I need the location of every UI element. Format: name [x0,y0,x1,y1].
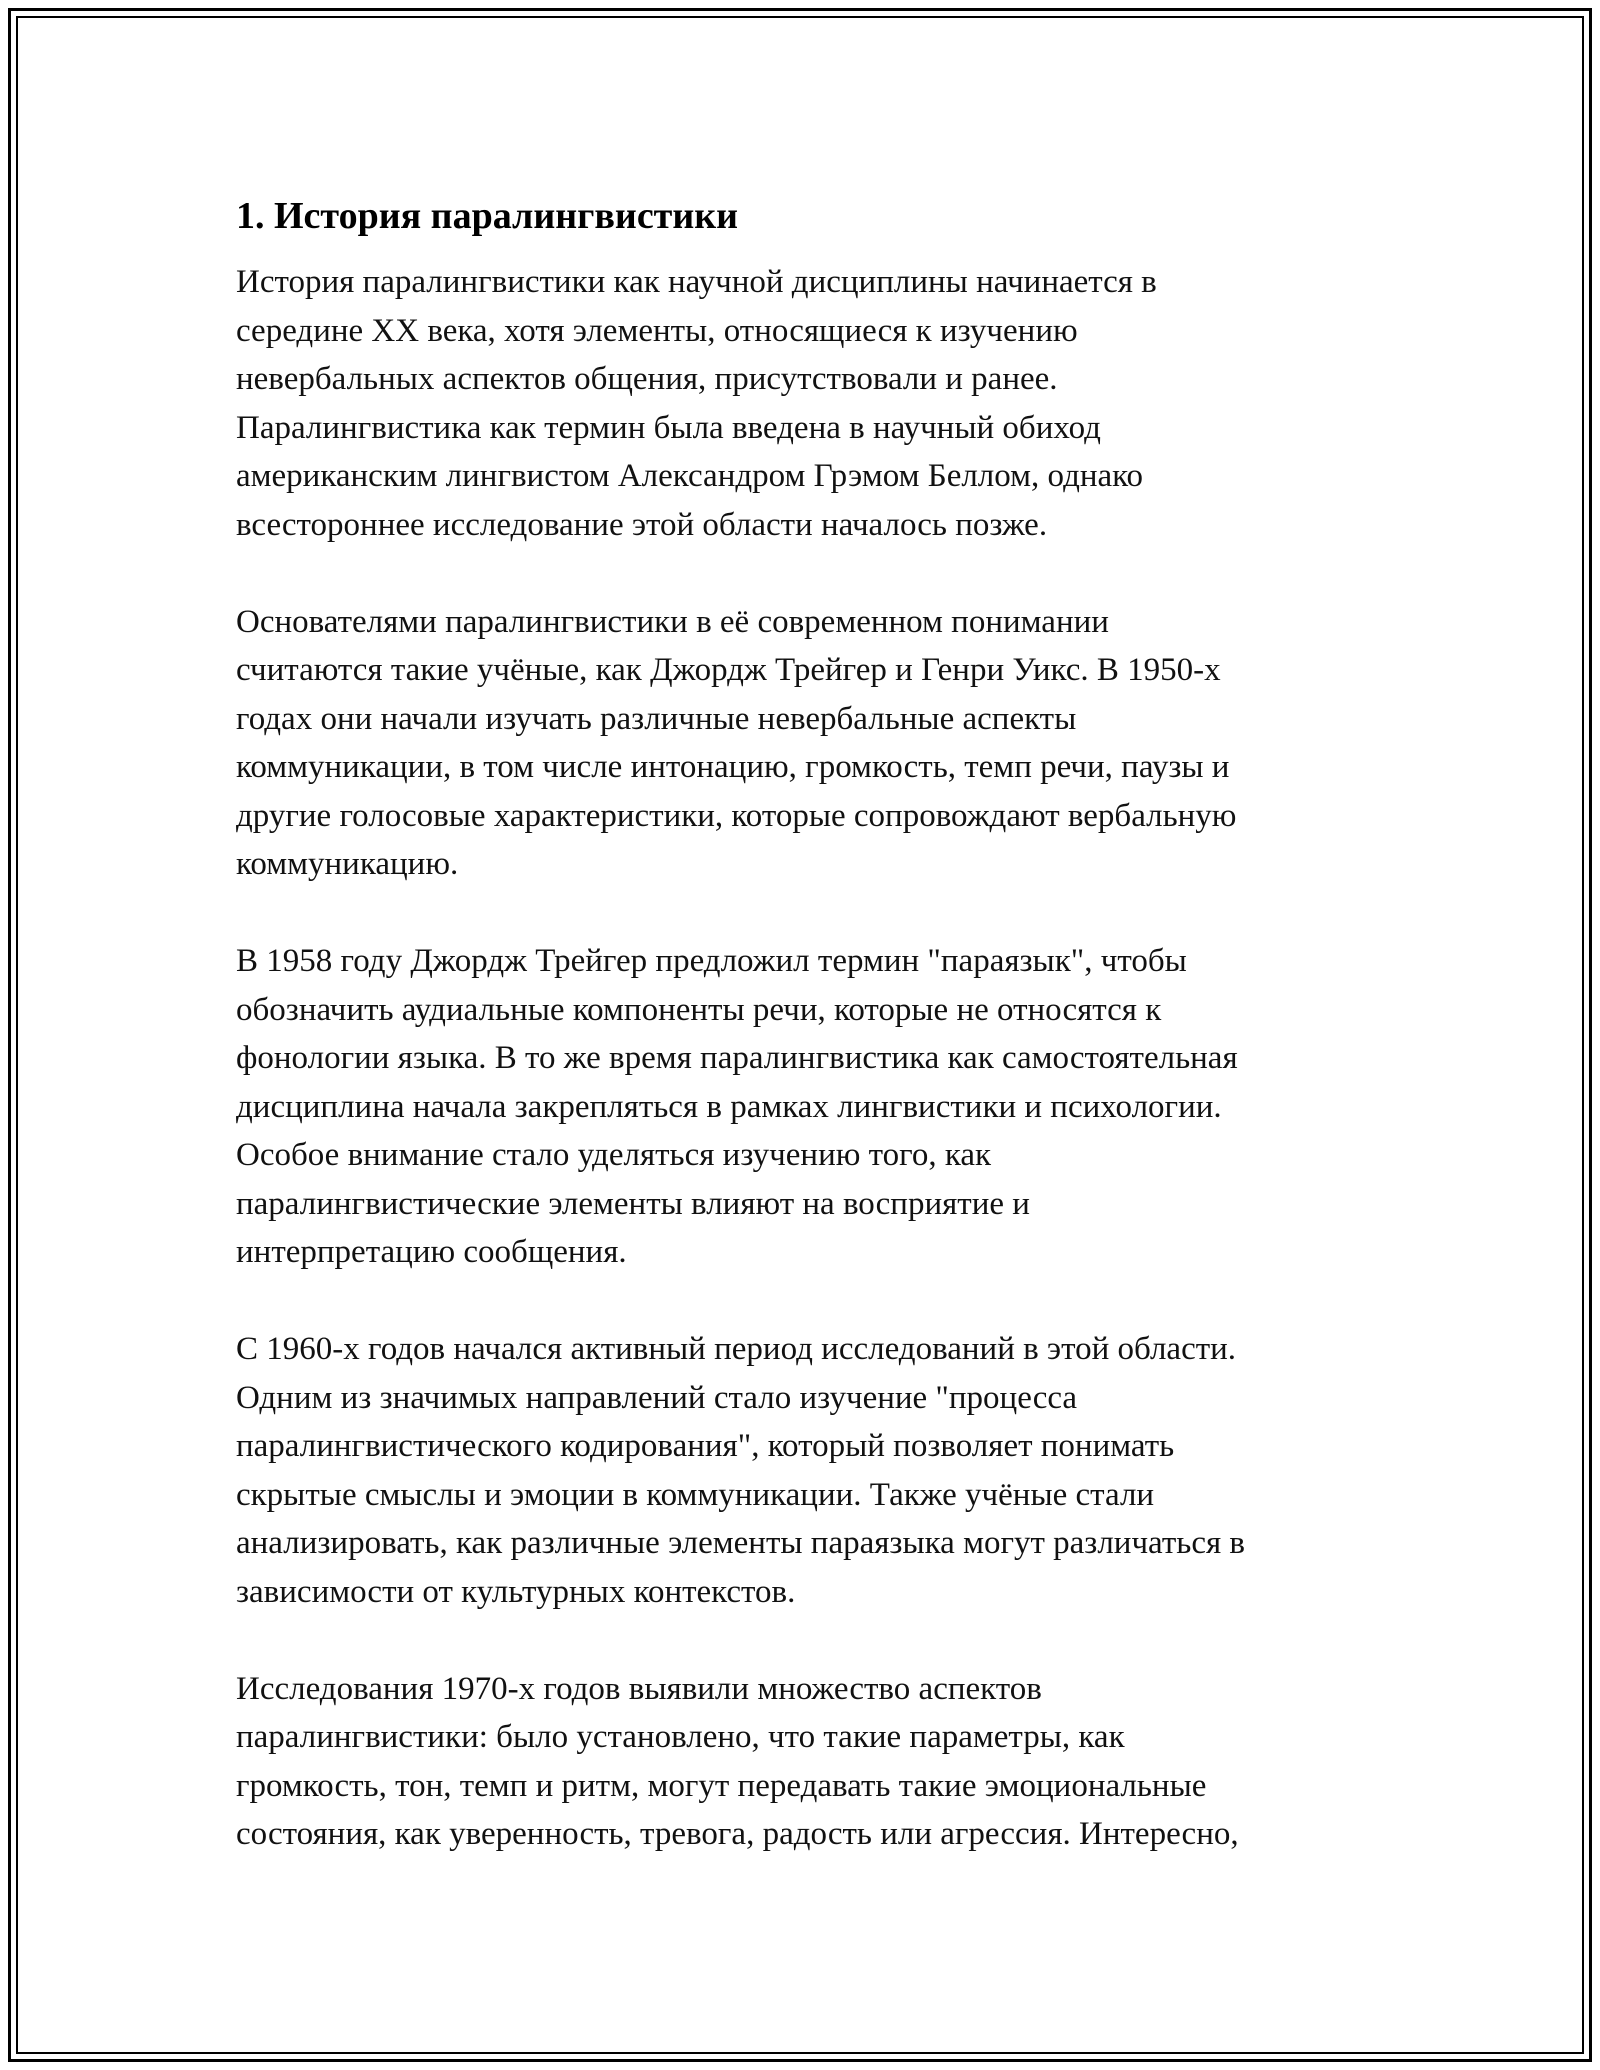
paragraph-4: С 1960-х годов начался активный период исследований в этой области. Одним из значимых направлений стало изучение "процесса паралингвистического кодирования", который позволяет понимать скрытые смыслы и эмоции в коммуникации. Также учёные стали анализировать, как различные элементы параязыка могут различаться в зависимости от культурных контекстов. [236,1331,1245,1610]
document-body [236,184,1376,1907]
paragraph-1: История паралингвистики как научной дисциплины начинается в середине XX века, хотя элементы, относящиеся к изучению невербальных аспектов общения, присутствовали и ранее. Паралингвистика как термин была введена в научный обиход американским лингвистом Александром Грэмом Беллом, однако всестороннее исследование этой области началось позже. [236,264,1157,543]
paragraph-2: Основателями паралингвистики в её современном понимании считаются такие учёные, как Джордж Трейгер и Генри Уикс. В 1950-х годах они начали изучать различные невербальные аспекты коммуникации, в том числе интонацию, громкость, темп речи, паузы и другие голосовые характеристики, которые сопровождают вербальную коммуникацию. [236,603,1237,882]
paragraph-5: Исследования 1970-х годов выявили множество аспектов паралингвистики: было установлено, что такие параметры, как громкость, тон, темп и ритм, могут передавать такие эмоциональные состояния, как уверенность, тревога, радость или агрессия. Интересно, [236,1670,1239,1852]
section-heading: 1. История паралингвистики [236,195,739,237]
paragraph-3: В 1958 году Джордж Трейгер предложил термин "параязык", чтобы обозначить аудиальные компоненты речи, которые не относятся к фонологии языка. В то же время паралингвистика как самостоятельная дисциплина начала закрепляться в рамках лингвистики и психологии. Особое внимание стало уделяться изучению того, как паралингвистические элементы влияют на восприятие и интерпретацию сообщения. [236,943,1238,1270]
